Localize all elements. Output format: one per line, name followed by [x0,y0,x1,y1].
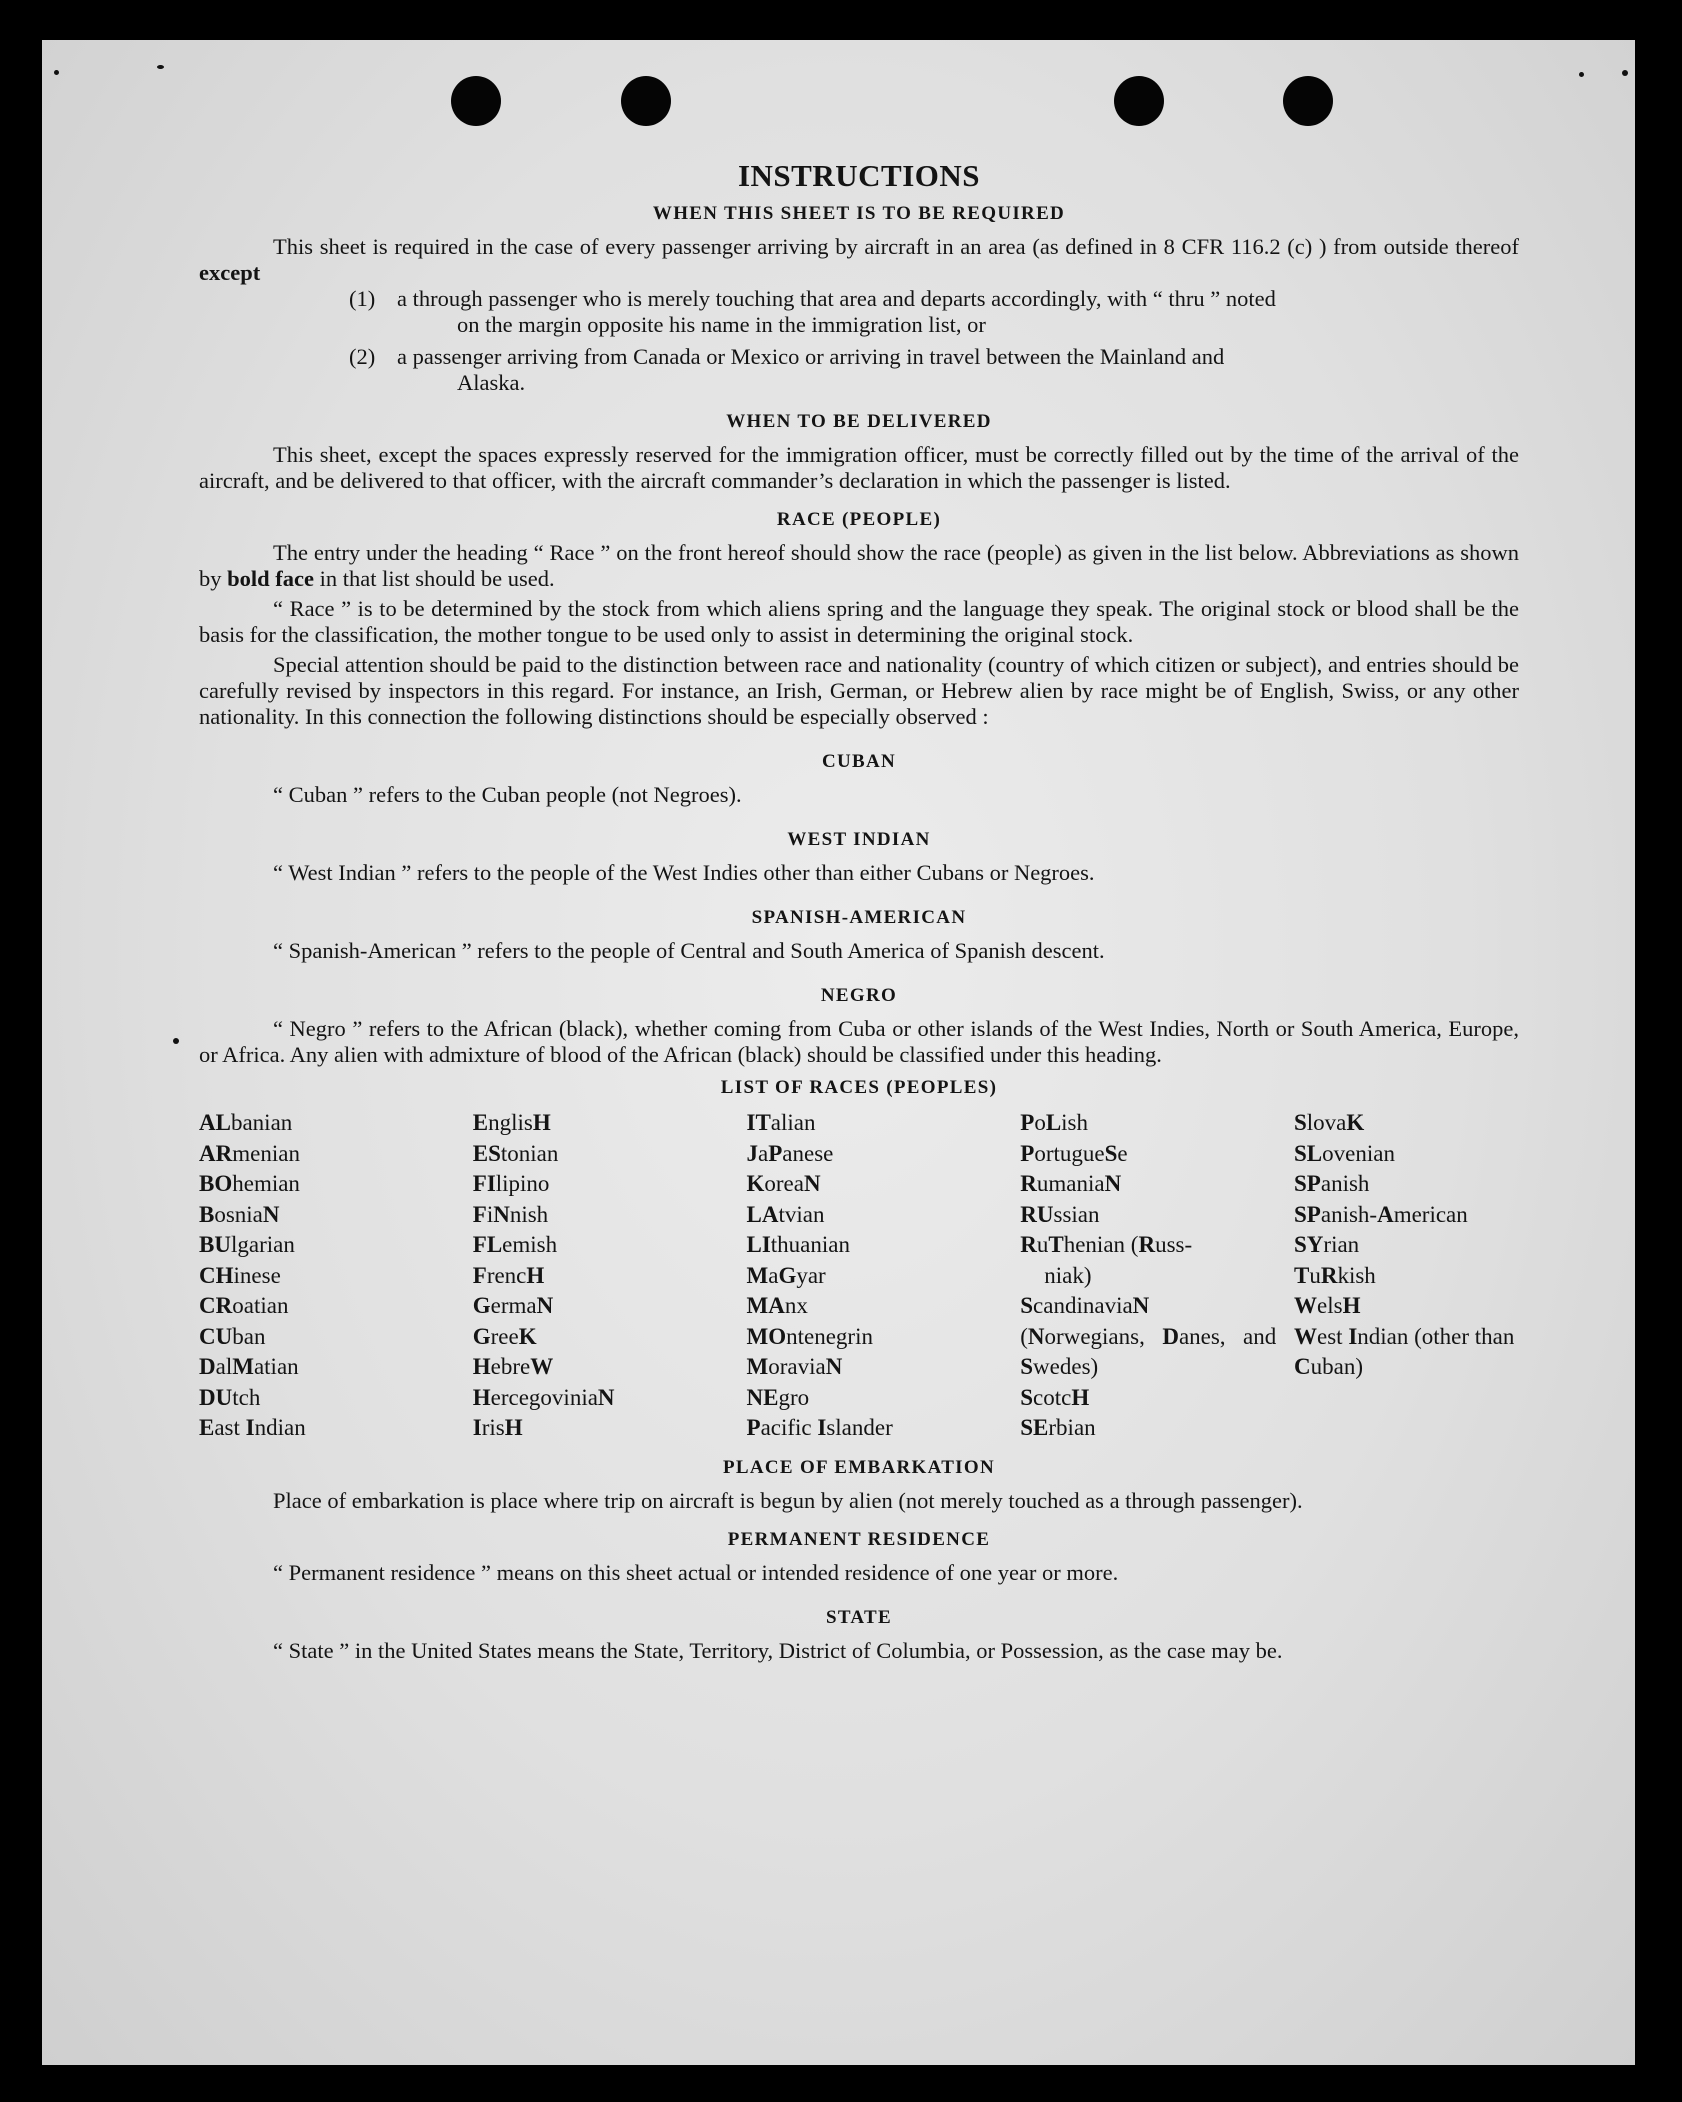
race-item: ARmenian [199,1140,300,1166]
heading-when-delivered: WHEN TO BE DELIVERED [726,411,992,432]
heading-cuban: CUBAN [821,751,897,772]
speck [54,70,59,75]
race-item: ScotcH [1020,1384,1090,1410]
negro-text: “ Negro ” refers to the African (black), whether coming from Cuba or other islands of the West Indies, North or South America, Europe, or Africa. Any alien with admixture of blood of the African (black) should be classified under this heading. [199,1016,1519,1067]
race-paragraph-2: “ Race ” is to be determined by the stock from which aliens spring and the language they speak. The original stock or blood shall be the basis for the classification, the mother tongue to be used only to assist in determining the original stock. [199,596,1519,647]
race-item: FIlipino [472,1171,550,1196]
speck [157,65,164,69]
race-item: CUban [199,1323,266,1349]
exception-item-1: (1) a through passenger who is merely touching that area and departs accordingly, with “ thru ” noted on the margin opposite his name in the immigration list, or [349,286,1276,337]
race-item: LAtvian [746,1201,825,1227]
race-item: ScandinaviaN (Norwegians, Danes, and Swedes) [1020,1293,1277,1379]
race-item: SPanish [1294,1171,1370,1196]
races-column-1 [199,1108,455,1444]
race-item: MOntenegrin [746,1323,873,1349]
race-item: SErbian [1020,1415,1096,1440]
required-intro: This sheet is required in the case of every passenger arriving by aircraft in an area (as defined in 8 CFR 116.2 (c) ) from outside thereof except [199,234,1519,285]
race-item: GreeK [472,1323,537,1349]
heading-permanent-residence: PERMANENT RESIDENCE [727,1528,991,1550]
races-column-4 [1020,1108,1276,1444]
race-item: RuThenian (Russ- [1020,1232,1193,1257]
race-item: RUssian [1020,1201,1100,1227]
race-paragraph-3: Special attention should be paid to the distinction between race and nationality (country of which citizen or subject), and entries should be carefully revised by inspectors in this regard. For instance, an Irish, German, or Hebrew alien by race might be of English, Swiss, or any other nationality. In this connection the following distinctions should be especially observed : [199,652,1519,729]
punch-hole [621,76,671,126]
races-list [199,1108,1519,1444]
race-item: Pacific Islander [746,1415,893,1440]
race-item: HebreW [472,1354,554,1379]
heading-state: STATE [826,1606,892,1628]
race-item: MaGyar [746,1262,826,1288]
spanish-american-text: “ Spanish-American ” refers to the people of Central and South America of Spanish descent. [273,938,1105,963]
exception-item-2: (2) a passenger arriving from Canada or Mexico or arriving in travel between the Mainland and Alaska. [349,344,1225,395]
race-item: MAnx [746,1293,808,1318]
race-item: FLemish [472,1232,558,1257]
race-item: CRoatian [199,1293,289,1318]
race-item: DalMatian [199,1354,299,1379]
heading-when-required: WHEN THIS SHEET IS TO BE REQUIRED [652,203,1066,224]
embarkation-text: Place of embarkation is place where trip on aircraft is begun by alien (not merely touched as a through passenger). [273,1487,1303,1513]
race-item: PortugueSe [1020,1140,1128,1166]
punch-hole [1114,76,1164,126]
race-item: SLovenian [1294,1140,1395,1166]
race-item: NEgro [746,1384,810,1410]
race-item: West Indian (other than Cuban) [1294,1323,1515,1379]
heading-west-indian: WEST INDIAN [787,829,931,850]
west-indian-text: “ West Indian ” refers to the people of the West Indies other than either Cubans or Negroes. [273,860,1095,885]
cuban-text: “ Cuban ” refers to the Cuban people (not Negroes). [273,782,742,807]
delivered-text: This sheet, except the spaces expressly reserved for the immigration officer, must be correctly filled out by the time of the arrival of the aircraft, and be delivered to that officer, with the aircraft commander’s declaration in which the passenger is listed. [199,442,1519,493]
race-item: BUlgarian [199,1232,295,1257]
punch-hole [451,76,501,126]
heading-embarkation: PLACE OF EMBARKATION [723,1456,995,1478]
race-item: SYrian [1294,1232,1360,1257]
punch-hole [1283,76,1333,126]
race-item: FiNnish [472,1201,549,1227]
race-item: FrencH [472,1262,545,1288]
speck [1622,70,1628,76]
race-item: GermaN [472,1293,554,1318]
race-item: BosniaN [199,1201,280,1227]
race-paragraph-1: The entry under the heading “ Race ” on the front hereof should show the race (people) as given in the list below. Abbreviations as shown by bold face in that list should be used. [199,540,1519,591]
race-item: CHinese [199,1262,281,1288]
race-item: ITalian [746,1110,816,1135]
race-item: IrisH [472,1415,523,1440]
instructions-content [199,158,1519,1664]
race-item: SlovaK [1294,1110,1365,1135]
heading-list-of-races: LIST OF RACES (PEOPLES) [720,1077,998,1098]
race-item: JaPanese [746,1140,834,1166]
race-item: TuRkish [1294,1262,1376,1288]
race-item: East Indian [199,1415,306,1440]
race-item: HercegoviniaN [472,1384,615,1410]
heading-race: RACE (PEOPLE) [776,509,942,530]
race-item: WelsH [1294,1293,1361,1318]
race-item: RumaniaN [1020,1171,1122,1196]
race-item: SPanish-American [1294,1201,1468,1227]
race-item: LIthuanian [746,1232,850,1257]
heading-negro: NEGRO [820,985,898,1006]
races-column-3 [747,1108,1003,1444]
race-item: niak) [1044,1262,1092,1288]
residence-text: “ Permanent residence ” means on this sheet actual or intended residence of one year or more. [273,1559,1119,1585]
races-column-2 [473,1108,729,1444]
races-column-5 [1294,1108,1519,1444]
document-page [42,40,1635,2065]
race-item: BOhemian [199,1171,300,1196]
race-item: PoLish [1020,1110,1088,1135]
race-item: EStonian [472,1140,559,1166]
heading-spanish-american: SPANISH-AMERICAN [751,907,967,928]
race-item: DUtch [199,1384,261,1410]
race-item: ALbanian [199,1110,293,1135]
race-item: MoraviaN [746,1354,843,1379]
speck [173,1038,179,1044]
speck [1579,72,1584,77]
race-item: EnglisH [472,1110,551,1135]
page-title: INSTRUCTIONS [737,158,980,193]
race-item: KoreaN [746,1171,821,1196]
state-text: “ State ” in the United States means the State, Territory, District of Columbia, or Possession, as the case may be. [273,1637,1283,1663]
